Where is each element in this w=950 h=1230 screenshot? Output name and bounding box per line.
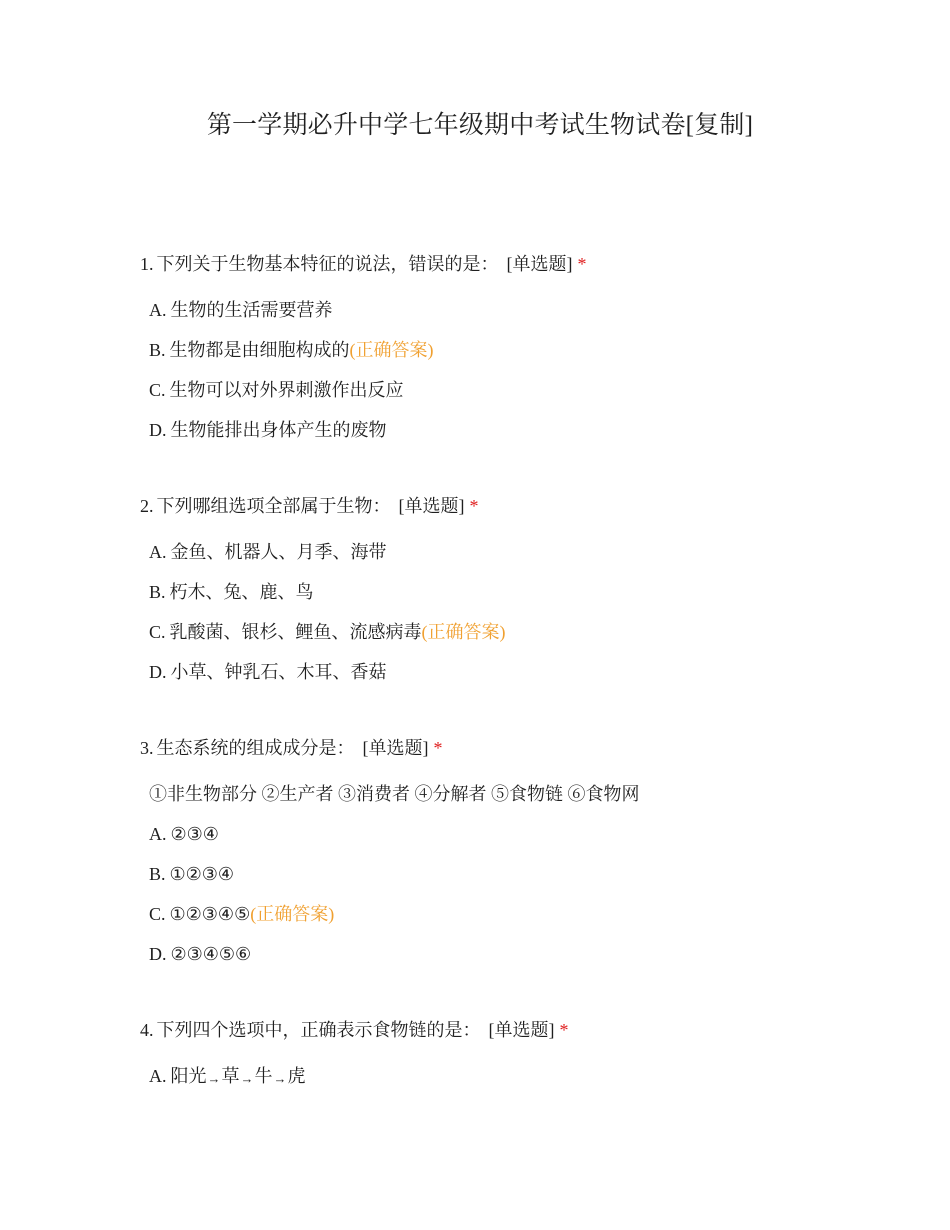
option-letter: A. xyxy=(149,542,167,562)
correct-answer-label: (正确答案) xyxy=(349,340,434,360)
question-2 xyxy=(140,493,900,699)
food-chain-item: 虎 xyxy=(287,1066,306,1086)
option-c xyxy=(149,901,900,941)
question-number: 1. xyxy=(140,254,154,274)
correct-answer-label: (正确答案) xyxy=(421,622,506,642)
option-b xyxy=(149,337,900,377)
option-text: 金鱼、机器人、月季、海带 xyxy=(170,542,387,562)
option-letter: D. xyxy=(149,662,167,682)
question-text: 下列四个选项中，正确表示食物链的是： xyxy=(156,1020,481,1040)
arrow-icon: → xyxy=(207,1071,221,1086)
question-number: 4. xyxy=(140,1020,154,1040)
option-d xyxy=(149,417,900,457)
option-letter: A. xyxy=(149,1066,167,1086)
option-text: 生物能排出身体产生的废物 xyxy=(170,420,387,440)
option-text: 生物都是由细胞构成的 xyxy=(169,340,350,360)
option-a xyxy=(149,297,900,337)
option-text: 小草、钟乳石、木耳、香菇 xyxy=(170,662,387,682)
option-letter: B. xyxy=(149,864,166,884)
option-text: 朽木、兔、鹿、鸟 xyxy=(169,582,314,602)
arrow-icon: → xyxy=(240,1071,254,1086)
question-header xyxy=(140,493,900,519)
required-mark: * xyxy=(433,738,443,758)
question-type: [单选题] xyxy=(488,1020,555,1040)
question-header xyxy=(140,735,900,761)
option-letter: D. xyxy=(149,944,167,964)
option-letter: B. xyxy=(149,582,166,602)
option-d xyxy=(149,659,900,699)
food-chain-item: 牛 xyxy=(254,1066,273,1086)
option-letter: B. xyxy=(149,340,166,360)
question-type: [单选题] xyxy=(362,738,429,758)
options-list xyxy=(140,539,900,699)
question-text: 下列哪组选项全部属于生物： xyxy=(156,496,391,516)
question-number: 3. xyxy=(140,738,154,758)
question-text: 生态系统的组成成分是： xyxy=(156,738,355,758)
option-a xyxy=(149,539,900,579)
option-c xyxy=(149,377,900,417)
option-b xyxy=(149,861,900,901)
required-mark: * xyxy=(469,496,479,516)
food-chain-item: 草 xyxy=(221,1066,240,1086)
option-text: 生物的生活需要营养 xyxy=(170,300,333,320)
option-d xyxy=(149,941,900,981)
option-a xyxy=(149,1063,900,1103)
question-1 xyxy=(140,251,900,457)
options-list xyxy=(140,297,900,457)
question-type: [单选题] xyxy=(398,496,465,516)
option-letter: D. xyxy=(149,420,167,440)
option-letter: C. xyxy=(149,622,166,642)
option-text: ①②③④⑤ xyxy=(169,904,251,924)
option-text: 生物可以对外界刺激作出反应 xyxy=(169,380,404,400)
question-4 xyxy=(140,1017,900,1103)
option-letter: A. xyxy=(149,824,167,844)
page-title: 第一学期必升中学七年级期中考试生物试卷[复制] xyxy=(206,112,754,139)
required-mark: * xyxy=(577,254,587,274)
option-a xyxy=(149,821,900,861)
correct-answer-label: (正确答案) xyxy=(250,904,335,924)
option-text: ②③④⑤⑥ xyxy=(170,944,252,964)
option-text: ②③④ xyxy=(170,824,219,844)
option-letter: C. xyxy=(149,904,166,924)
question-type: [单选题] xyxy=(506,254,573,274)
option-letter: C. xyxy=(149,380,166,400)
arrow-icon: → xyxy=(273,1071,287,1086)
question-intro: ①非生物部分 ②生产者 ③消费者 ④分解者 ⑤食物链 ⑥食物网 xyxy=(149,784,640,804)
question-3 xyxy=(140,735,900,981)
food-chain-item: 阳光 xyxy=(170,1066,207,1086)
option-letter: A. xyxy=(149,300,167,320)
option-c xyxy=(149,619,900,659)
option-b xyxy=(149,579,900,619)
question-header xyxy=(140,251,900,277)
question-header xyxy=(140,1017,900,1043)
option-text: 乳酸菌、银杉、鲤鱼、流感病毒 xyxy=(169,622,422,642)
question-text: 下列关于生物基本特征的说法，错误的是： xyxy=(156,254,499,274)
options-list xyxy=(140,1063,900,1103)
required-mark: * xyxy=(559,1020,569,1040)
question-number: 2. xyxy=(140,496,154,516)
option-text: ①②③④ xyxy=(169,864,235,884)
options-list xyxy=(140,781,900,981)
